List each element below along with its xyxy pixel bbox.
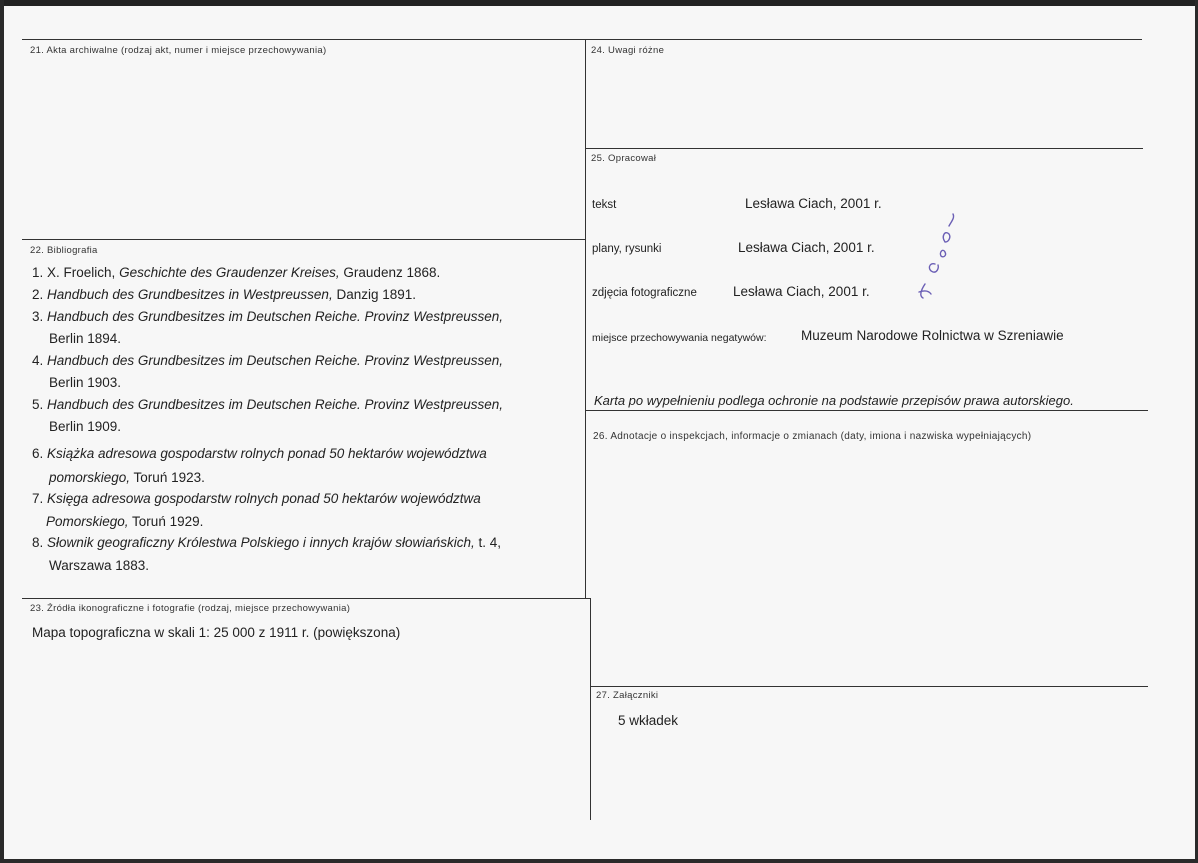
prepared-photos-key: zdjęcia fotograficzne [592, 287, 697, 299]
bibliography-item-8: 8. Słownik geograficzny Królestwa Polskiego i innych krajów słowiańskich, t. 4, [32, 535, 501, 550]
section-26-label: 26. Adnotacje o inspekcjach, informacje o zmianach (daty, imiona i nazwiska wypełniających) [593, 431, 1032, 442]
bibliography-item-4-line-2: Berlin 1903. [49, 375, 122, 390]
prepared-drawings-key: plany, rysunki [592, 243, 662, 255]
bibliography-item-4: 4. Handbuch des Grundbesitzes im Deutschen Reiche. Provinz Westpreussen, [32, 353, 504, 368]
scan-edge-left [0, 0, 4, 863]
section-24-label: 24. Uwagi różne [591, 45, 665, 56]
bibliography-item-1: 1. X. Froelich, Geschichte des Graudenzer Kreises, Graudenz 1868. [32, 265, 441, 280]
prepared-drawings-value: Lesława Ciach, 2001 r. [738, 240, 875, 255]
handwritten-signature [905, 212, 965, 302]
section-22-label: 22. Bibliografia [30, 245, 98, 256]
bibliography-item-5-line-2: Berlin 1909. [49, 419, 122, 434]
bibliography-item-2: 2. Handbuch des Grundbesitzes in Westpreussen, Danzig 1891. [32, 287, 417, 302]
divider-21-22 [22, 239, 586, 240]
bibliography-item-6: 6. Książka adresowa gospodarstw rolnych ponad 50 hektarów województwa [32, 446, 487, 461]
divider-center-lower [590, 598, 591, 820]
section-27-label: 27. Załączniki [596, 690, 659, 701]
section-25-label: 25. Opracował [591, 153, 657, 164]
scan-edge-top [0, 0, 1198, 6]
divider-26-27 [590, 686, 1148, 687]
bibliography-item-6-line-2: pomorskiego, Toruń 1923. [49, 470, 205, 485]
scan-edge-bottom [0, 859, 1198, 863]
bibliography-item-8-line-2: Warszawa 1883. [49, 558, 150, 573]
prepared-text-key: tekst [592, 199, 617, 211]
negatives-location-value: Muzeum Narodowe Rolnictwa w Szreniawie [801, 328, 1064, 343]
bibliography-item-7-line-2: Pomorskiego, Toruń 1929. [46, 514, 204, 529]
attachments-text: 5 wkładek [618, 713, 679, 728]
section-23-label: 23. Źródła ikonograficzne i fotografie (rodzaj, miejsce przechowywania) [30, 603, 351, 614]
divider-center-upper [585, 39, 586, 599]
bibliography-item-5: 5. Handbuch des Grundbesitzes im Deutschen Reiche. Provinz Westpreussen, [32, 397, 504, 412]
copyright-notice: Karta po wypełnieniu podlega ochronie na podstawie przepisów prawa autorskiego. [594, 393, 1074, 408]
bibliography-item-3-line-2: Berlin 1894. [49, 331, 122, 346]
prepared-text-value: Lesława Ciach, 2001 r. [745, 196, 882, 211]
divider-25-26 [585, 410, 1148, 411]
bibliography-item-3: 3. Handbuch des Grundbesitzes im Deutschen Reiche. Provinz Westpreussen, [32, 309, 504, 324]
iconographic-sources-text: Mapa topograficzna w skali 1: 25 000 z 1911 r. (powiększona) [32, 625, 401, 640]
divider-22-23 [22, 598, 590, 599]
negatives-location-key: miejsce przechowywania negatywów: [592, 332, 767, 344]
section-21-label: 21. Akta archiwalne (rodzaj akt, numer i miejsce przechowywania) [30, 45, 327, 56]
prepared-photos-value: Lesława Ciach, 2001 r. [733, 284, 870, 299]
bibliography-item-7: 7. Księga adresowa gospodarstw rolnych ponad 50 hektarów województwa [32, 491, 481, 506]
divider-top [22, 39, 1142, 40]
divider-24-25 [585, 148, 1143, 149]
